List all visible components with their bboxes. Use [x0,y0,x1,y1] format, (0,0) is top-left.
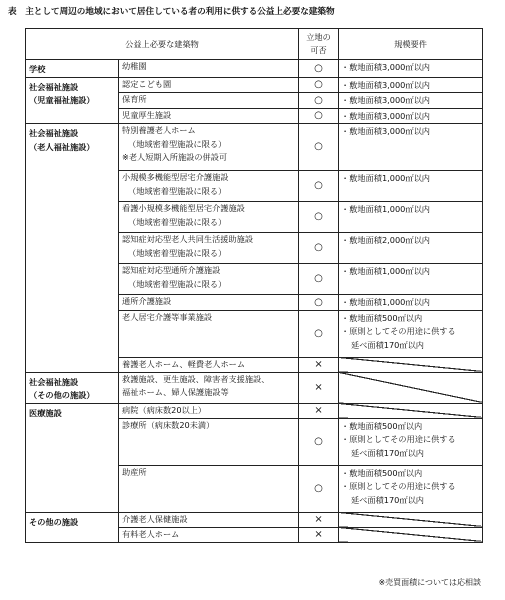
category-cell [26,372,119,403]
facility-cell [119,93,299,109]
facility-line: 幼稚園 [122,61,147,71]
requirement-cell [339,310,483,357]
facility-line: 通所介護施設 [122,296,172,306]
facility-line: 有料老人ホーム [122,528,180,539]
allowed-mark: ○ [299,264,339,295]
allowed-mark: ○ [299,171,339,202]
facility-line: 助産所 [122,466,147,477]
facility-line: 保育所 [122,94,147,104]
cell-line: （その他の施設） [29,390,95,400]
facility-line: （地域密着型施設に限る） [128,247,227,258]
facility-line: 児童厚生施設 [122,109,172,120]
requirement-line: ・敷地面積2,000㎡以内 [341,235,430,245]
footnote: ※売買面積については応相談 [378,578,481,587]
facility-cell [119,108,299,124]
not-applicable-cell [339,527,483,542]
allowed-mark: ○ [299,465,339,512]
facility-line: ※老人短期入所施設の併設可 [122,152,228,162]
not-applicable-cell [339,512,483,527]
facility-cell [119,465,299,512]
facility-line: 老人居宅介護等事業施設 [122,311,213,322]
requirement-cell [339,264,483,295]
not-allowed-mark: × [299,403,339,418]
facility-cell [119,77,299,93]
not-applicable-cell [339,403,483,418]
facility-line: 福祉ホーム、婦人保護施設等 [122,387,229,397]
allowed-mark: ○ [299,233,339,264]
requirement-line: ・敷地面積1,000㎡以内 [341,266,430,276]
facility-cell [119,171,299,202]
allowed-mark: ○ [299,77,339,93]
cell-line: 社会福祉施設 [29,81,79,92]
requirement-cell [339,124,483,171]
allowed-mark: ○ [299,295,339,311]
allowed-mark: ○ [299,310,339,357]
facility-line: 認知症対応型老人共同生活援助施設 [122,234,254,244]
requirement-line: ・敷地面積1,000㎡以内 [341,297,430,307]
not-allowed-mark: × [299,512,339,527]
allowed-mark: ○ [299,202,339,233]
allowed-mark: ○ [299,108,339,124]
allowed-mark: ○ [299,93,339,109]
requirement-cell [339,108,483,124]
header-row [26,29,483,60]
facility-cell [119,418,299,465]
allowed-mark: ○ [299,124,339,171]
facility-line: 診療所（病床数20未満） [122,419,215,430]
requirement-line: ・敷地面積3,000㎡以内 [341,62,430,72]
requirement-cell [339,171,483,202]
cell-line: 学校 [29,64,46,74]
requirement-line: ・敷地面積500㎡以内 [341,312,423,323]
facility-line: （地域密着型施設に限る） [128,278,227,289]
requirement-line: 延べ面積170㎡以内 [351,339,424,350]
facility-cell [119,403,299,418]
category-cell [26,77,119,124]
cell-line: （児童福祉施設） [29,95,95,105]
requirement-line: ・敷地面積1,000㎡以内 [341,173,430,183]
requirement-cell [339,295,483,311]
table-row [26,403,483,418]
facility-cell [119,264,299,295]
facility-cell [119,202,299,233]
facility-cell [119,60,299,78]
facility-cell [119,372,299,403]
cell-line: （老人福祉施設） [29,141,95,152]
requirement-line: ・敷地面積1,000㎡以内 [341,204,430,214]
facility-line: 看護小規模多機能型居宅介護施設 [122,203,245,213]
facility-line: 特別養護老人ホーム [122,125,196,135]
facility-cell [119,357,299,372]
requirement-cell [339,418,483,465]
requirement-line: ・原則としてその用途に供する [341,481,456,491]
requirement-cell [339,202,483,233]
category-cell [26,60,119,78]
table-title: 表 主として周辺の地域において居住している者の利用に供する公益上必要な建築物 [8,7,335,17]
category-cell [26,124,119,373]
header-requirements: 規模要件 [339,29,483,60]
facility-cell [119,124,299,171]
requirement-cell [339,60,483,78]
requirement-line: ・敷地面積500㎡以内 [341,420,423,431]
cell-line: 社会福祉施設 [29,376,79,387]
requirement-line: 延べ面積170㎡以内 [351,447,424,458]
facility-line: （地域密着型施設に限る） [128,216,227,227]
table-row [26,77,483,93]
facility-line: （地域密着型施設に限る） [128,185,227,196]
not-allowed-mark: × [299,527,339,542]
table-row [26,124,483,171]
header-facility: 公益上必要な建築物 [26,29,299,60]
header-availability-line: 立地の [306,32,331,42]
facility-cell [119,527,299,542]
requirement-line: ・敷地面積3,000㎡以内 [341,110,430,121]
requirement-line: 延べ面積170㎡以内 [351,494,424,505]
facility-line: 認定こども園 [122,78,172,89]
table-row [26,512,483,527]
facility-line: 認知症対応型通所介護施設 [122,265,221,275]
requirement-cell [339,233,483,264]
table-body [26,29,483,543]
facility-line: 介護老人保健施設 [122,513,188,524]
category-cell [26,403,119,512]
facility-cell [119,512,299,527]
requirement-cell [339,465,483,512]
requirement-line: ・原則としてその用途に供する [341,434,456,444]
category-cell [26,512,119,542]
requirement-line: ・敷地面積3,000㎡以内 [341,79,430,90]
facility-line: （地域密着型施設に限る） [128,138,227,149]
requirement-line: ・敷地面積3,000㎡以内 [341,126,430,136]
cell-line: その他の施設 [29,516,79,527]
not-allowed-mark: × [299,357,339,372]
allowed-mark: ○ [299,418,339,465]
cell-line: 医療施設 [29,407,62,418]
not-applicable-cell [339,357,483,372]
header-availability [299,29,339,60]
requirement-line: ・原則としてその用途に供する [341,326,456,336]
facility-line: 養護老人ホーム、軽費老人ホーム [122,358,246,369]
requirement-cell [339,93,483,109]
table-row [26,372,483,403]
facility-line: 病院（病床数20以上） [122,404,207,415]
cell-line: 社会福祉施設 [29,128,79,138]
not-allowed-mark: × [299,372,339,403]
header-availability-line: 可否 [310,45,327,55]
requirement-line: ・敷地面積500㎡以内 [341,467,423,478]
requirement-line: ・敷地面積3,000㎡以内 [341,95,430,105]
facility-line: 小規模多機能型居宅介護施設 [122,172,229,182]
facility-cell [119,233,299,264]
table-row [26,60,483,78]
facility-line: 救護施設、更生施設、障害者支援施設、 [122,373,270,384]
allowed-mark: ○ [299,60,339,78]
facility-cell [119,295,299,311]
facility-table [25,28,483,543]
not-applicable-cell [339,372,483,403]
facility-cell [119,310,299,357]
requirement-cell [339,77,483,93]
